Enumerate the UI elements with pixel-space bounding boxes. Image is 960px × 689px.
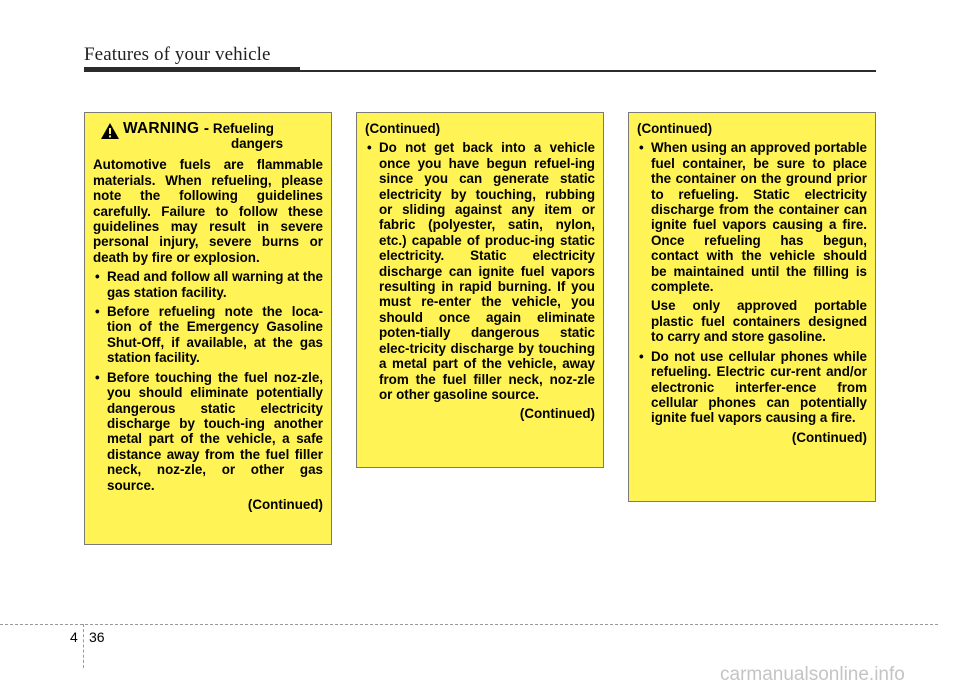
middle-bullet: • Do not get back into a vehicle once you have begun refuel-ing since you can generate static electricity by touching, rubbing or sliding against any item or fabric (polyester, satin, nylon, etc.) capable of produc-ing static electricity. Static electricity discharge can ignite fuel vapors resulting in rapid burning. If you must re-enter the vehicle, you should once again eliminate poten-tially dangerous static elec-tricity discharge by touching a metal part of the vehicle, away from the fuel filler neck, noz-zle or other gasoline source. (365, 140, 595, 402)
warning-intro: Automotive fuels are flammable materials. When refueling, please note the following guidelines carefully. Failure to follow these guidelines may result in severe personal injury, severe burns or death by fire or explosion. (93, 157, 323, 265)
right-bullet-list-2 (637, 349, 867, 426)
warning-label: WARNING - (123, 120, 210, 137)
right-bullet-list (637, 140, 867, 294)
warning-subject-line2: dangers (231, 136, 284, 152)
continued-box-middle (356, 112, 604, 468)
warning-bullet: • Read and follow all warning at the gas station facility. (93, 269, 323, 300)
right-bullet-text: When using an approved portable fuel container, be sure to place the container on the ground prior to refueling. Static electricity discharge from the container can ignite fuel vapors causing a fire. Once refueling has begun, contact with the vehicle should be maintained until the filling is complete. (651, 140, 867, 295)
header-thick-rule (84, 67, 300, 72)
right-bullet-container (637, 140, 867, 294)
footer-vertical-dashed-rule (83, 624, 84, 668)
continued-bottom-label: (Continued) (519, 406, 595, 422)
warning-bullet: • Before touching the fuel noz-zle, you should eliminate potentially dangerous static electricity discharge by touch-ing another metal part of the vehicle, a safe distance away from the fuel filler neck, noz-zle, or other gas source. (93, 370, 323, 493)
continued-top-label: (Continued) (365, 121, 441, 136)
warning-box (84, 112, 332, 545)
page-header-title: Features of your vehicle (84, 44, 271, 65)
continued-label: (Continued) (247, 496, 323, 512)
right-bullet: • Do not use cellular phones while refueling. Electric cur-rent and/or electronic interfer-ence from cellular phones can potentially ignite fuel vapors causing a fire. (637, 349, 867, 426)
continued-box-right (628, 112, 876, 502)
footer-dashed-rule (0, 624, 938, 625)
header-thin-rule (300, 70, 876, 72)
middle-bullet-list (365, 140, 595, 402)
chapter-number: 4 (70, 629, 78, 645)
continued-bottom-label: (Continued) (791, 429, 867, 445)
page-number: 36 (89, 629, 105, 645)
watermark-text: carmanualsonline.info (720, 664, 905, 685)
warning-heading (93, 121, 323, 151)
warning-bullet: • Before refueling note the loca-tion of the Emergency Gasoline Shut-Off, if available, at the gas station facility. (93, 304, 323, 366)
warning-bullet-list (93, 269, 323, 493)
continued-top-label: (Continued) (637, 121, 713, 136)
right-bullet-sub-paragraph: Use only approved portable plastic fuel containers designed to carry and store gasoline. (651, 298, 867, 345)
warning-subject-line1: Refueling (212, 121, 274, 136)
